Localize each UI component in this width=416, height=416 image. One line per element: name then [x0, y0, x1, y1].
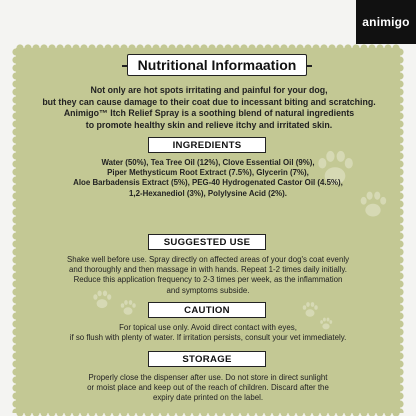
storage-heading	[148, 351, 266, 367]
suggested-use-heading	[148, 234, 266, 250]
ingredients-line: 1,2-Hexanediol (3%), Polylysine Acid (2%).	[128, 188, 287, 198]
storage-line: Properly close the dispenser after use. Do not store in direct sunlight	[88, 373, 328, 382]
suggested-use-heading-label: SUGGESTED USE	[163, 236, 251, 248]
suggested-use-line: Shake well before use. Spray directly on affected areas of your dog's coat evenly	[66, 255, 350, 264]
ingredients-line: Aloe Barbadensis Extract (5%), PEG-40 Hydrogenated Castor Oil (4.5%),	[73, 178, 343, 188]
intro-line: Not only are hot spots irritating and painful for your dog,	[90, 85, 328, 95]
suggested-use-line: Reduce this application frequency to 2-3 times per week, as the inflammation	[73, 275, 343, 285]
storage-heading-label: STORAGE	[182, 353, 232, 365]
caution-line: if so flush with plenty of water. If irritation persists, consult your vet immediately.	[69, 333, 347, 343]
ingredients-text	[26, 158, 390, 199]
caution-heading-label: CAUTION	[184, 304, 230, 316]
caution-text	[26, 323, 390, 343]
ingredients-heading-label: INGREDIENTS	[172, 139, 242, 151]
page-title-box	[127, 54, 307, 76]
storage-line: expiry date printed on the label.	[152, 393, 264, 403]
caution-line: For topical use only. Avoid direct contact with eyes,	[119, 323, 297, 332]
brand-logo-text: animigo	[362, 15, 410, 29]
card-content	[16, 48, 400, 413]
suggested-use-line: and thoroughly and then massage in with hands. Repeat 1-2 times daily initially.	[69, 265, 347, 275]
intro-line: to promote healthy skin and relieve itchy and irritated skin.	[85, 119, 333, 130]
ingredients-line: Water (50%), Tea Tree Oil (12%), Clove Essential Oil (9%),	[101, 158, 315, 167]
page-title: Nutritional Informaation	[137, 57, 297, 73]
intro-line: Animigo™ Itch Relief Spray is a soothing blend of natural ingredients	[63, 108, 355, 119]
suggested-use-line: and symptoms subside.	[166, 285, 250, 295]
ingredients-heading	[148, 137, 266, 153]
ingredients-line: Piper Methysticum Root Extract (7.5%), Glycerin (7%),	[107, 168, 309, 178]
caution-heading	[148, 302, 266, 318]
suggested-use-text	[26, 255, 390, 296]
brand-logo	[356, 0, 416, 44]
intro-line: but they can cause damage to their coat due to incessant biting and scratching.	[42, 96, 376, 107]
storage-line: or moist place and keep out of the reach of children. Discard after the	[87, 383, 329, 393]
storage-text	[26, 373, 390, 404]
intro-text	[24, 85, 394, 131]
